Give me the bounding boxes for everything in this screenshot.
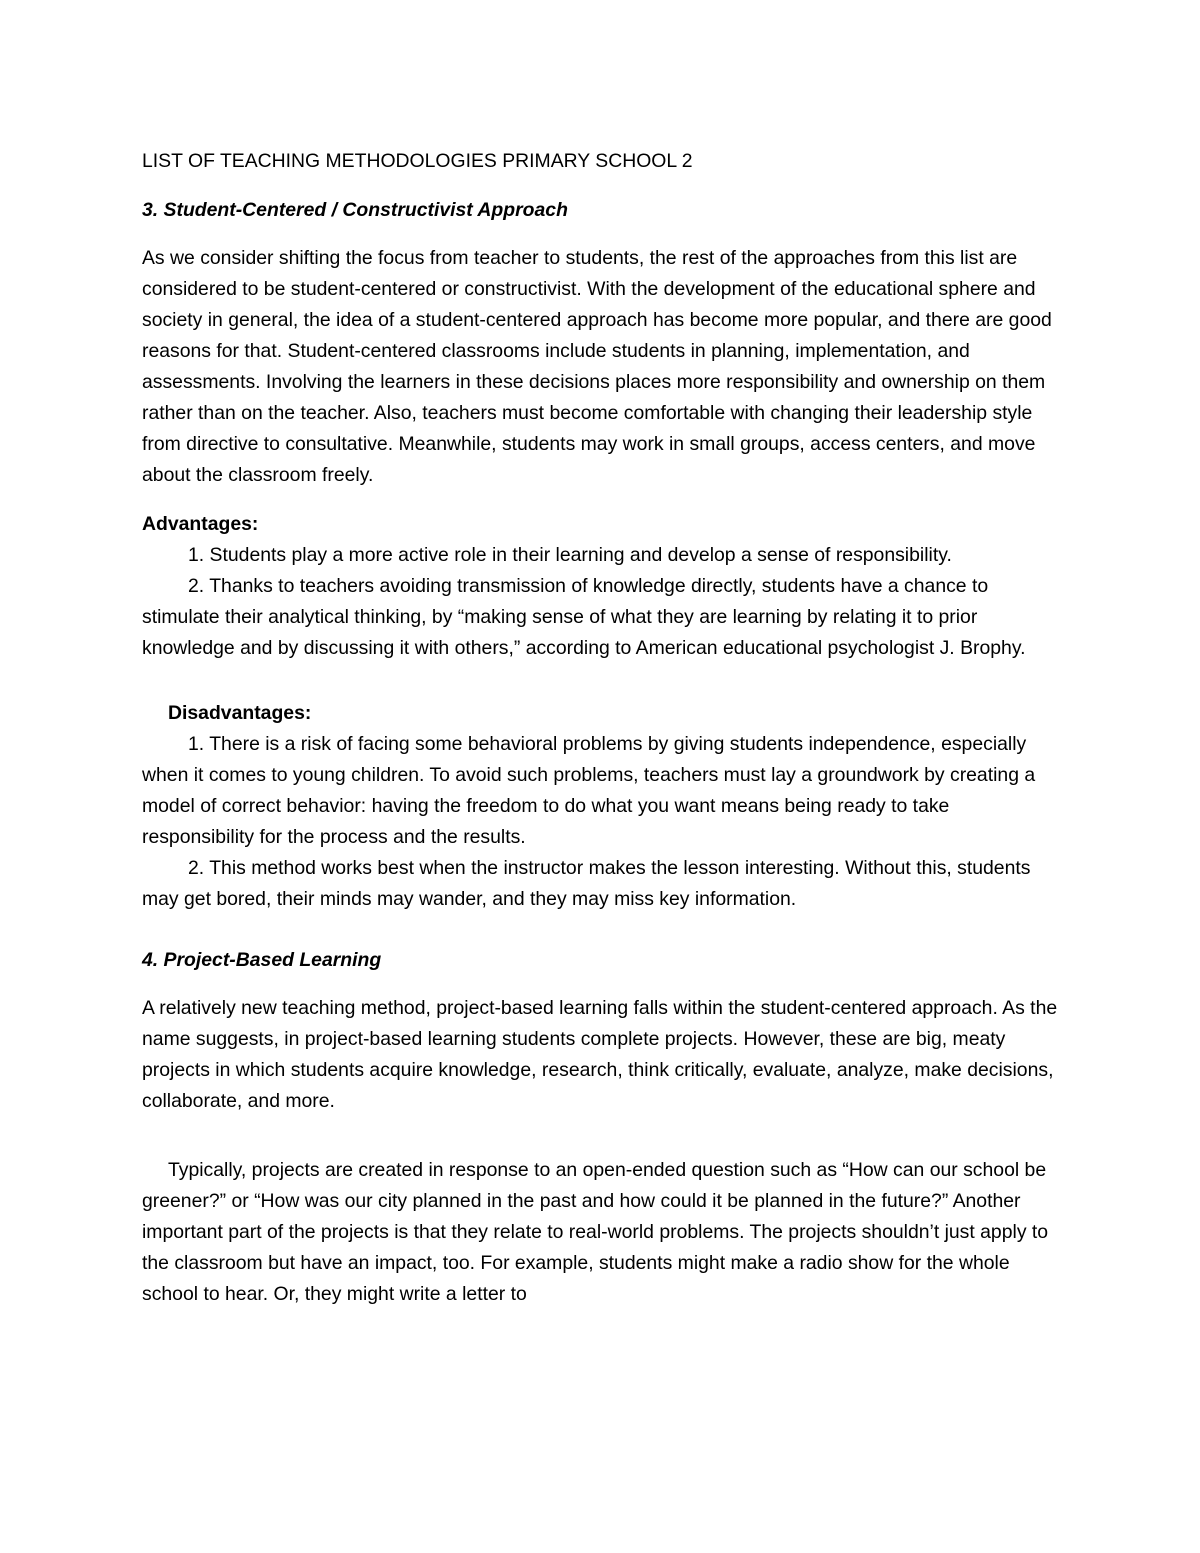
spacer <box>142 1135 1062 1155</box>
spacer <box>142 664 1062 698</box>
disadvantage-item-1: 1. There is a risk of facing some behavioral problems by giving students independence, especially when it comes to young children. To avoid such problems, teachers must lay a groundwork by creating a model of correct behavior: having the freedom to do what you want means being ready to take responsibility for the process and the results. <box>142 733 1036 848</box>
advantage-item-1: 1. Students play a more active role in their learning and develop a sense of responsibility. <box>188 544 952 566</box>
disadvantages-label: Disadvantages: <box>168 702 312 724</box>
document-body <box>142 146 1062 1328</box>
section-3-intro: As we consider shifting the focus from teacher to students, the rest of the approaches from this list are considered to be student-centered or constructivist. With the development of the educational sphere and society in general, the idea of a student-centered approach has become more popular, and there are good reasons for that. Student-centered classrooms include students in planning, implementation, and assessments. Involving the learners in these decisions places more responsibility and ownership on them rather than on the teacher. Also, teachers must become comfortable with changing their leadership style from directive to consultative. Meanwhile, students may work in small groups, access centers, and move about the classroom freely. <box>142 247 1052 486</box>
section-4-paragraph-2: Typically, projects are created in response to an open-ended question such as “How can our school be greener?” or “How was our city planned in the past and how could it be planned in the future?” Another important part of the projects is that they relate to real-world problems. The projects shouldn’t just apply to the classroom but have an impact, too. For example, students might make a radio show for the whole school to hear. Or, they might write a letter to <box>142 1159 1049 1305</box>
section-4-intro: A relatively new teaching method, project-based learning falls within the student-centered approach. As the name suggests, in project-based learning students complete projects. However, these are big, meaty projects in which students acquire knowledge, research, think critically, evaluate, analyze, make decisions, collaborate, and more. <box>142 997 1058 1112</box>
document-title: LIST OF TEACHING METHODOLOGIES PRIMARY SCHOOL 2 <box>142 150 693 172</box>
section-4-heading: 4. Project-Based Learning <box>142 949 382 971</box>
disadvantage-item-2: 2. This method works best when the instructor makes the lesson interesting. Without this, students may get bored, their minds may wander, and they may miss key information. <box>142 857 1031 910</box>
advantage-item-2: 2. Thanks to teachers avoiding transmission of knowledge directly, students have a chance to stimulate their analytical thinking, by “making sense of what they are learning by relating it to prior knowledge and by discussing it with others,” according to American educational psychologist J. Brophy. <box>142 575 1026 659</box>
section-3-heading: 3. Student-Centered / Constructivist Approach <box>142 199 568 221</box>
spacer <box>142 915 1062 945</box>
advantages-label: Advantages: <box>142 513 259 535</box>
